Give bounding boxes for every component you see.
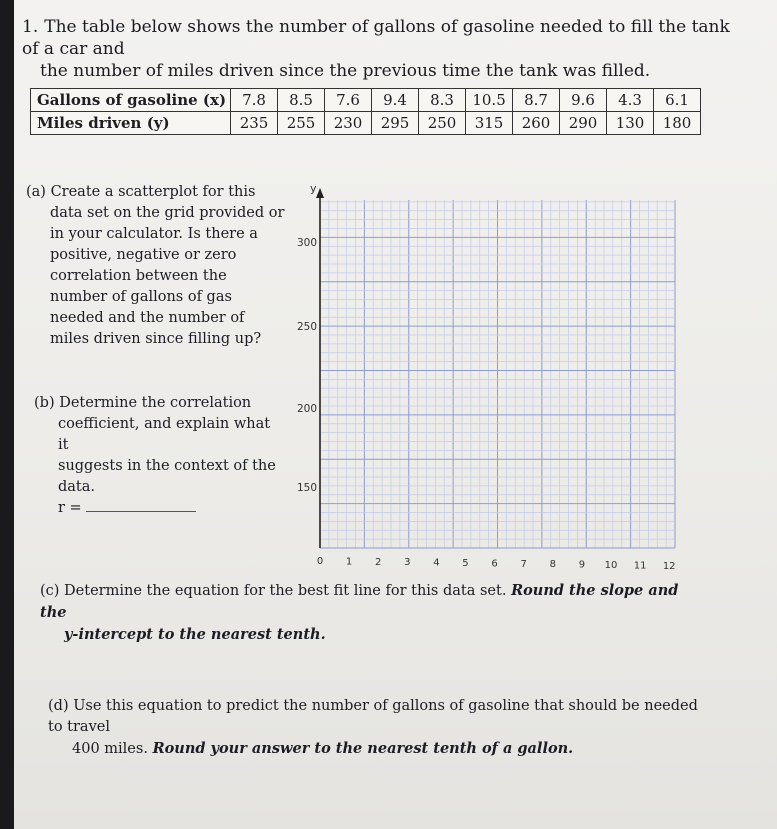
gallons-header: Gallons of gasoline (x) [31,89,231,112]
x-tick-label: 9 [578,559,586,571]
x-tick-label: 12 [662,560,676,572]
x-tick-label: 10 [604,560,618,571]
table-cell: 130 [607,112,654,135]
question-number: 1. [22,17,39,37]
x-tick-labels [317,556,676,572]
table-cell: 7.8 [231,89,278,112]
part-c-bold: Round the slope and the [40,582,679,621]
table-cell: 9.6 [560,89,607,112]
part-d-line-2 [48,738,708,760]
x-tick-label: 11 [633,560,647,572]
gallons-row [31,89,701,112]
r-answer-blank[interactable] [86,511,196,512]
part-b-line: coefficient, and explain what it [58,416,271,453]
part-b-line: suggests in the context of the [58,458,276,474]
part-a-line: data set on the grid provided or [50,205,285,221]
part-b-label: (b) [34,395,55,411]
table-cell: 4.3 [607,89,654,112]
table-cell: 295 [372,112,419,135]
table-cell: 9.4 [372,89,419,112]
table-cell: 290 [560,112,607,135]
table-cell: 180 [654,112,701,135]
part-a-line: number of gallons of gas [50,289,232,305]
x-tick-label: 7 [520,558,527,570]
scatterplot-grid[interactable] [290,176,690,596]
part-c-text: (c) Determine the equation for the best fit line for this data set. [40,583,507,599]
part-d-text-2: 400 miles. [72,741,148,757]
part-b-line: Determine the correlation [59,395,252,411]
x-tick-label: 6 [491,558,498,570]
table-cell: 260 [513,112,560,135]
y-tick-label: 150 [296,482,317,494]
x-tick-label: 4 [433,557,440,569]
x-tick-label: 0 [316,556,324,567]
miles-row [31,112,701,135]
part-d-bold: Round your answer to the nearest tenth of a gallon. [152,740,574,757]
part-d [48,696,708,760]
y-axis-arrow-icon [316,188,324,198]
table-cell: 8.5 [278,89,325,112]
part-a [26,182,286,350]
table-cell: 6.1 [654,89,701,112]
part-b-line: data. [58,479,96,495]
y-tick-label: 300 [296,237,317,249]
miles-header: Miles driven (y) [31,112,231,135]
part-a-line: Create a scatterplot for this [50,184,256,200]
part-a-line: needed and the number of [50,310,245,326]
table-cell: 8.7 [513,89,560,112]
part-a-line: correlation between the [50,268,227,284]
part-a-line: positive, negative or zero [50,247,237,263]
table-cell: 10.5 [466,89,513,112]
part-a-label: (a) [26,184,46,200]
y-tick-labels [297,237,317,494]
x-tick-label: 2 [375,556,382,568]
y-tick-label: 250 [296,321,317,333]
table-cell: 255 [278,112,325,135]
part-d-text: (d) Use this equation to predict the number of gallons of gasoline that should be needed to travel [48,698,698,735]
table-cell: 235 [231,112,278,135]
table-cell: 250 [419,112,466,135]
x-tick-label: 3 [404,557,411,569]
part-c-bold-line-2: y-intercept to the nearest tenth. [64,626,326,643]
question-line-1: The table below shows the number of gallons of gasoline needed to fill the tank of a car and [22,17,730,59]
table-cell: 8.3 [419,89,466,112]
x-tick-label: 1 [345,556,353,568]
part-b [34,393,284,519]
table-cell: 315 [466,112,513,135]
y-tick-label: 200 [296,403,317,415]
part-a-line: miles driven since filling up? [50,331,262,347]
y-axis-label: y [310,182,317,195]
r-answer[interactable] [34,498,284,519]
part-a-line: in your calculator. Is there a [50,226,258,242]
question-text [22,16,742,82]
table-cell: 7.6 [325,89,372,112]
part-c [40,580,680,645]
r-label: r = [58,500,82,516]
grid-lines [320,200,675,548]
x-tick-label: 5 [462,558,469,569]
data-table [30,88,701,135]
question-line-2: the number of miles driven since the previous time the tank was filled. [40,61,651,81]
table-cell: 230 [325,112,372,135]
x-tick-label: 8 [549,559,556,571]
